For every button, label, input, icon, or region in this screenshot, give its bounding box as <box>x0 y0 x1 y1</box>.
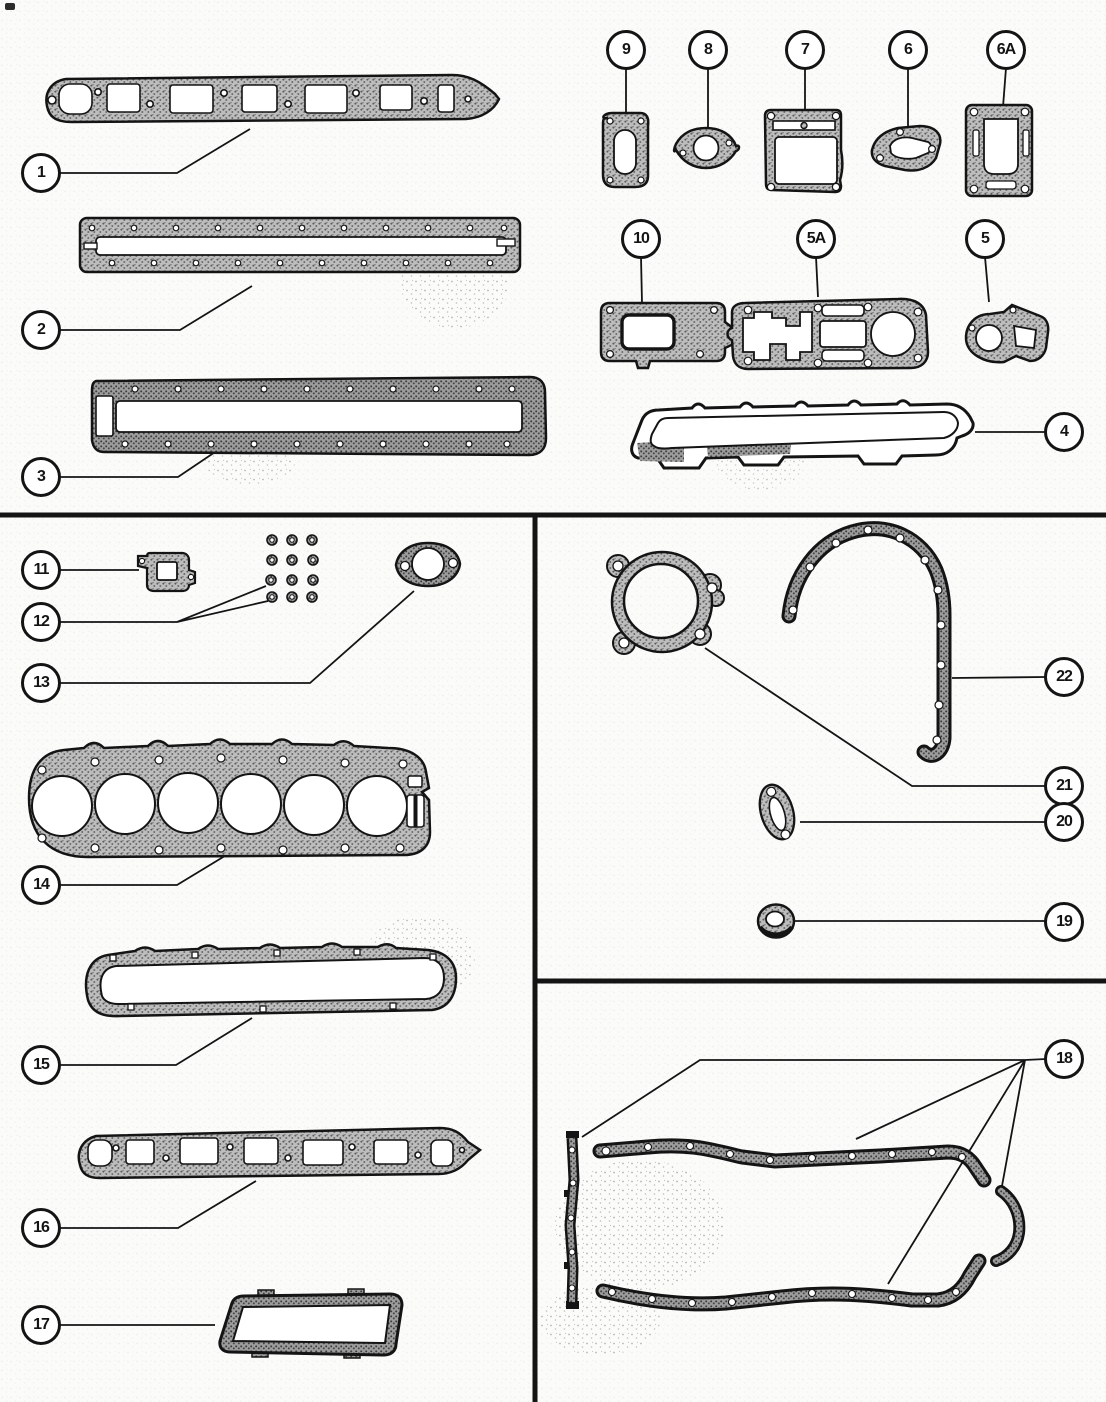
part-17-side-cover-gasket <box>220 1289 402 1358</box>
callout-5-label: 5 <box>981 230 989 247</box>
callout-19-label: 19 <box>1056 913 1072 930</box>
callout-1-label: 1 <box>37 164 45 181</box>
part-10-gasket <box>601 303 746 368</box>
callout-4-label: 4 <box>1060 423 1068 440</box>
part-16-manifold-gasket <box>79 1128 480 1178</box>
callout-4 <box>1044 412 1084 452</box>
callout-13 <box>21 663 61 703</box>
callout-10 <box>621 219 661 259</box>
callout-22 <box>1044 657 1084 697</box>
callout-19 <box>1044 902 1084 942</box>
callout-7-label: 7 <box>801 41 809 58</box>
callout-5 <box>965 219 1005 259</box>
callout-3 <box>21 457 61 497</box>
callout-8-label: 8 <box>704 41 712 58</box>
callout-2 <box>21 310 61 350</box>
part-13-flange-gasket <box>396 543 460 586</box>
callout-9-label: 9 <box>622 41 630 58</box>
callout-12 <box>21 602 61 642</box>
callout-5a-label: 5A <box>806 230 826 247</box>
part-19-grommet-seal <box>758 905 794 938</box>
callout-5a <box>796 219 836 259</box>
callout-6-label: 6 <box>904 41 912 58</box>
callout-6 <box>888 30 928 70</box>
callout-20-label: 20 <box>1056 813 1072 830</box>
callout-11 <box>21 550 61 590</box>
callout-21 <box>1044 766 1084 806</box>
part-11-gasket <box>138 553 195 591</box>
part-5a-exhaust-plate-gasket <box>728 299 929 369</box>
callout-20 <box>1044 802 1084 842</box>
callout-9 <box>606 30 646 70</box>
part-14-cylinder-head-gasket <box>29 740 430 858</box>
callout-18-label: 18 <box>1056 1050 1072 1067</box>
callout-22-label: 22 <box>1056 668 1072 685</box>
callout-14-label: 14 <box>33 876 49 893</box>
callout-8 <box>688 30 728 70</box>
part-7-cover-gasket <box>765 110 842 192</box>
callout-15 <box>21 1045 61 1085</box>
callout-7 <box>785 30 825 70</box>
callout-16-label: 16 <box>33 1219 49 1236</box>
callout-17-label: 17 <box>33 1316 49 1333</box>
part-15-valve-cover-gasket <box>86 944 456 1017</box>
callout-6a-label: 6A <box>996 41 1016 58</box>
callout-10-label: 10 <box>633 230 649 247</box>
callout-17 <box>21 1305 61 1345</box>
callout-16 <box>21 1208 61 1248</box>
part-6a-housing-gasket <box>966 105 1032 196</box>
callout-18 <box>1044 1039 1084 1079</box>
callout-15-label: 15 <box>33 1056 49 1073</box>
part-9-gasket <box>603 113 648 187</box>
callout-2-label: 2 <box>37 321 45 338</box>
callout-1 <box>21 153 61 193</box>
callout-13-label: 13 <box>33 674 49 691</box>
callout-11-label: 11 <box>33 561 49 578</box>
callout-3-label: 3 <box>37 468 45 485</box>
callout-21-label: 21 <box>1056 777 1072 794</box>
part-1-manifold-gasket <box>46 75 499 122</box>
part-3-cover-plate-gasket <box>92 377 546 455</box>
part-2-cover-plate-gasket <box>80 218 520 272</box>
callout-6a <box>986 30 1026 70</box>
callout-14 <box>21 865 61 905</box>
callout-12-label: 12 <box>33 613 49 630</box>
